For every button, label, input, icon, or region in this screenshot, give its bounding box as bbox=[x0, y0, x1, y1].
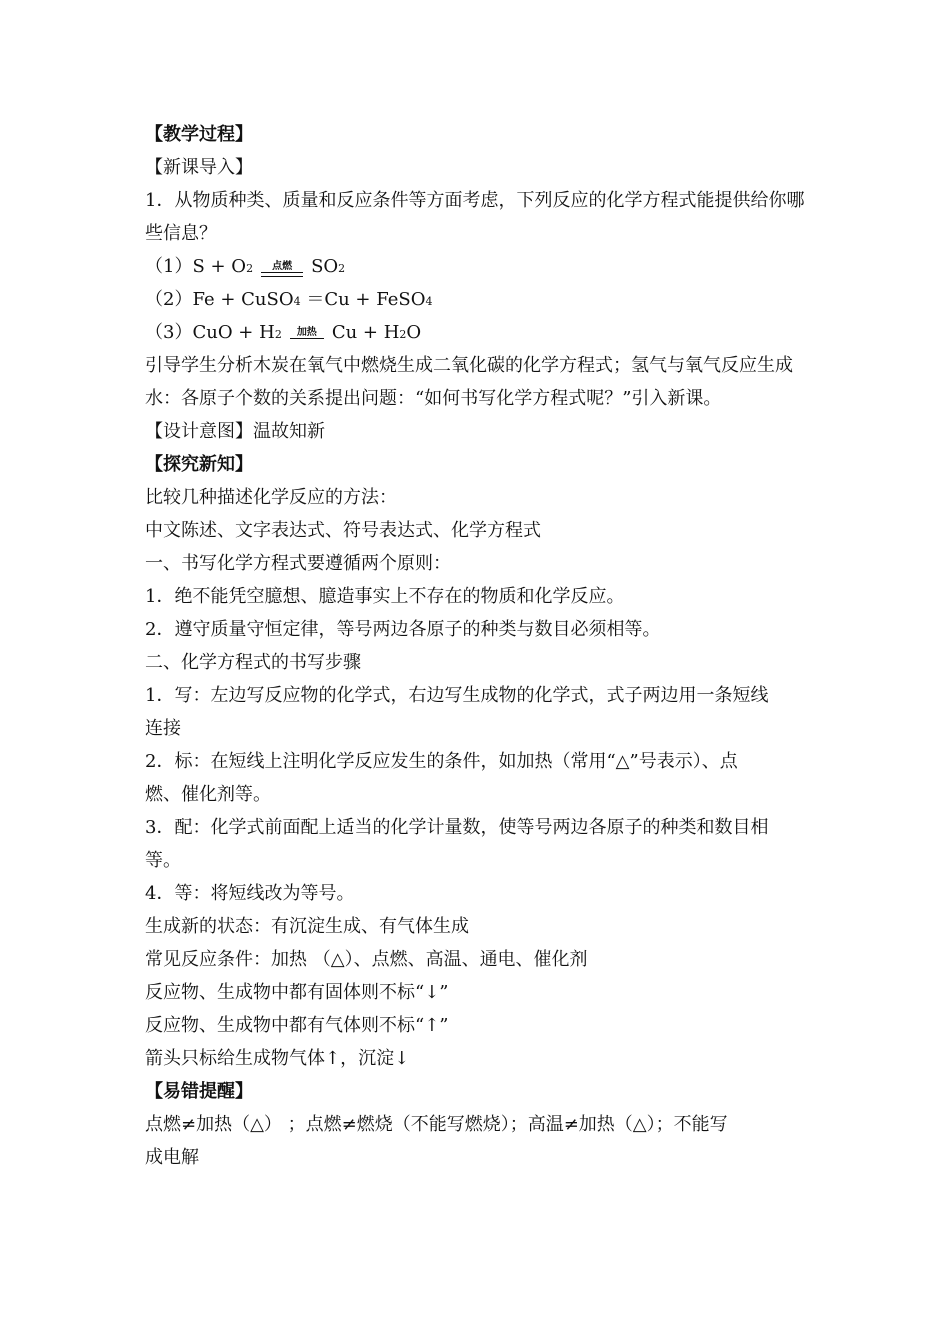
document-body bbox=[145, 118, 815, 1174]
heading-new-lesson-intro: 【新课导入】 bbox=[145, 157, 253, 178]
gas-note: 反应物、生成物中都有气体则不标“↑” bbox=[145, 1015, 449, 1036]
heading-explore: 【探究新知】 bbox=[145, 454, 253, 475]
compare-items: 中文陈述、文字表达式、符号表达式、化学方程式 bbox=[145, 520, 541, 541]
arrow-note: 箭头只标给生成物气体↑，沉淀↓ bbox=[145, 1048, 410, 1069]
eq2-text-a: Fe + CuSO bbox=[192, 289, 294, 310]
equation-3: （3） CuO + H 2 加热 Cu + H 2 O bbox=[145, 316, 815, 349]
principle-2: 2．遵守质量守恒定律，等号两边各原子的种类与数目必须相等。 bbox=[145, 619, 661, 640]
eq3-right-b: O bbox=[406, 322, 422, 343]
step-4: 4．等：将短线改为等号。 bbox=[145, 883, 355, 904]
principle-1: 1．绝不能凭空臆想、臆造事实上不存在的物质和化学反应。 bbox=[145, 586, 625, 607]
step-2-line-2: 燃、催化剂等。 bbox=[145, 784, 271, 805]
heading-teaching-process: 【教学过程】 bbox=[145, 124, 253, 145]
step-1-line-1: 1．写：左边写反应物的化学式，右边写生成物的化学式，式子两边用一条短线 bbox=[145, 685, 769, 706]
eq3-left: CuO + H bbox=[192, 322, 275, 343]
double-line-icon bbox=[261, 272, 303, 277]
eq1-left: S + O bbox=[192, 256, 247, 277]
principles-title: 一、书写化学方程式要遵循两个原则： bbox=[145, 553, 451, 574]
eq3-condition: 加热 bbox=[296, 327, 317, 338]
solid-note: 反应物、生成物中都有固体则不标“↓” bbox=[145, 982, 449, 1003]
single-line-icon bbox=[290, 338, 324, 339]
equation-1: （1） S + O 2 点燃 SO 2 bbox=[145, 250, 815, 283]
eq3-condition-arrow bbox=[290, 328, 324, 339]
eq1-condition: 点燃 bbox=[272, 261, 293, 272]
step-2-line-1: 2．标：在短线上注明化学反应发生的条件，如加热（常用“△”号表示）、点 bbox=[145, 751, 738, 772]
eq1-label: （1） bbox=[145, 256, 193, 277]
eq1-right: SO bbox=[311, 256, 339, 277]
eq2-label: （2） bbox=[145, 289, 193, 310]
compare-title: 比较几种描述化学反应的方法： bbox=[145, 487, 397, 508]
eq3-label: （3） bbox=[145, 322, 193, 343]
step-1-line-2: 连接 bbox=[145, 718, 181, 739]
step-3-line-1: 3．配：化学式前面配上适当的化学计量数，使等号两边各原子的种类和数目相 bbox=[145, 817, 769, 838]
design-intent: 【设计意图】温故知新 bbox=[145, 421, 325, 442]
eq3-right-a: Cu + H bbox=[331, 322, 400, 343]
state-note: 生成新的状态：有沉淀生成、有气体生成 bbox=[145, 916, 469, 937]
conditions-note: 常见反应条件：加热 （△）、点燃、高温、通电、催化剂 bbox=[145, 949, 588, 970]
equation-2: （2） Fe + CuSO 4 ＝Cu + FeSO 4 bbox=[145, 283, 815, 316]
mistakes-line-1: 点燃≠加热（△） ；点燃≠燃烧（不能写燃烧）；高温≠加热（△）；不能写 bbox=[145, 1114, 728, 1135]
mistakes-line-2: 成电解 bbox=[145, 1147, 199, 1168]
step-3-line-2: 等。 bbox=[145, 850, 181, 871]
eq2-text-b: ＝Cu + FeSO bbox=[300, 289, 426, 310]
steps-title: 二、化学方程式的书写步骤 bbox=[145, 652, 361, 673]
heading-mistakes: 【易错提醒】 bbox=[145, 1081, 253, 1102]
intro-question: 1．从物质种类、质量和反应条件等方面考虑，下列反应的化学方程式能提供给你哪些信息？ bbox=[145, 190, 805, 244]
eq1-condition-arrow bbox=[261, 262, 303, 277]
guide-paragraph: 引导学生分析木炭在氧气中燃烧生成二氧化碳的化学方程式；氢气与氧气反应生成水：各原子个数的关系提出问题：“如何书写化学方程式呢？”引入新课。 bbox=[145, 355, 793, 409]
